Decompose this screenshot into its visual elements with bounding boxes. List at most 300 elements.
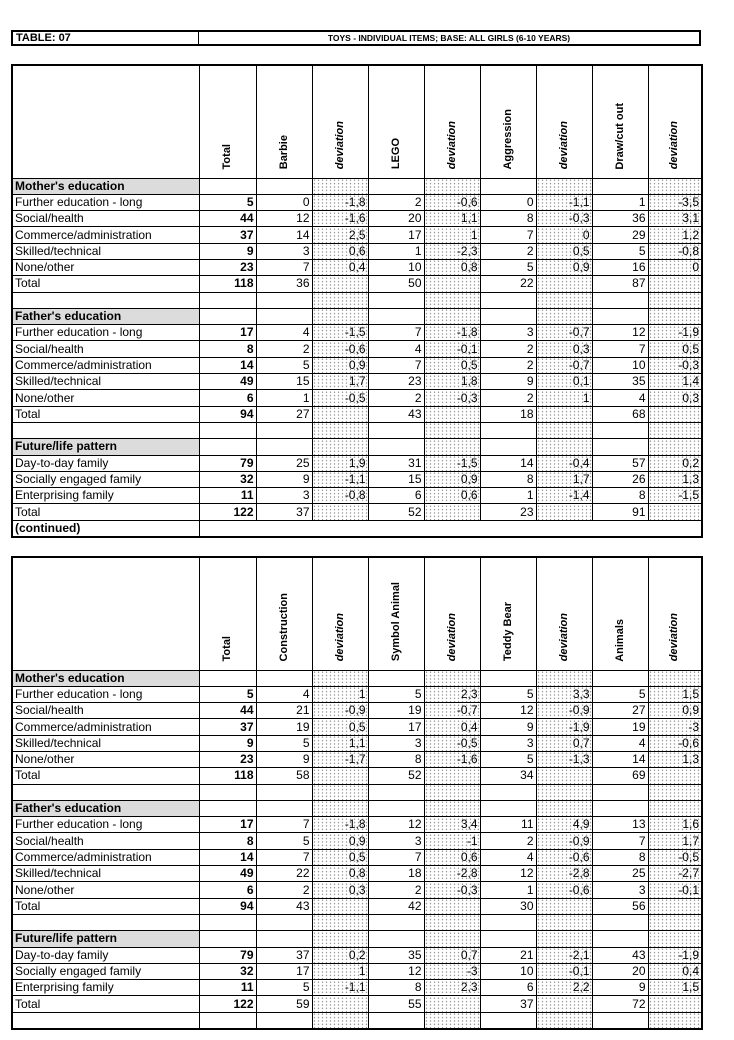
count-cell: 57 bbox=[592, 455, 648, 471]
column-header bbox=[312, 65, 368, 178]
total-cell: 94 bbox=[199, 898, 256, 914]
count-cell: 2 bbox=[480, 357, 536, 373]
table-row bbox=[12, 833, 702, 849]
deviation-cell: 3,3 bbox=[536, 686, 592, 702]
deviation-cell: -0,8 bbox=[648, 243, 702, 259]
count-cell: 52 bbox=[368, 504, 424, 520]
empty-cell bbox=[368, 178, 424, 194]
deviation-cell: -0,8 bbox=[312, 488, 368, 504]
total-cell: 37 bbox=[199, 719, 256, 735]
section-title: Father's education bbox=[12, 308, 199, 324]
deviation-cell: -0,1 bbox=[536, 963, 592, 979]
count-cell: 8 bbox=[480, 211, 536, 227]
column-header-label: Teddy Bear bbox=[501, 602, 514, 662]
total-cell: 122 bbox=[199, 504, 256, 520]
continued-row bbox=[12, 520, 702, 537]
table-row bbox=[12, 374, 702, 390]
deviation-cell: -0,3 bbox=[536, 211, 592, 227]
count-cell: 3 bbox=[368, 833, 424, 849]
total-cell: 8 bbox=[199, 341, 256, 357]
count-cell: 7 bbox=[368, 849, 424, 865]
data-table-1 bbox=[11, 64, 703, 538]
total-cell: 11 bbox=[199, 488, 256, 504]
count-cell: 7 bbox=[592, 833, 648, 849]
column-header-label: deviation bbox=[668, 121, 681, 170]
count-cell: 25 bbox=[592, 866, 648, 882]
empty-cell bbox=[536, 784, 592, 800]
row-label: Day-to-day family bbox=[12, 947, 199, 963]
row-label: None/other bbox=[12, 751, 199, 767]
empty-cell bbox=[368, 292, 424, 308]
count-cell: 58 bbox=[256, 768, 312, 784]
column-header-label: Construction bbox=[277, 593, 290, 662]
empty-cell bbox=[256, 931, 312, 947]
count-cell: 12 bbox=[368, 817, 424, 833]
continued-label: (continued) bbox=[12, 520, 199, 537]
deviation-cell: 1,2 bbox=[648, 227, 702, 243]
count-cell: 3 bbox=[368, 735, 424, 751]
count-cell: 37 bbox=[256, 947, 312, 963]
empty-cell bbox=[424, 178, 480, 194]
empty-cell bbox=[592, 670, 648, 686]
deviation-cell: -1,5 bbox=[424, 455, 480, 471]
row-label: Further education - long bbox=[12, 817, 199, 833]
column-header-row bbox=[12, 557, 702, 670]
deviation-cell bbox=[424, 276, 480, 292]
empty-cell bbox=[312, 178, 368, 194]
deviation-cell: 0,6 bbox=[424, 488, 480, 504]
deviation-cell: -1,5 bbox=[648, 488, 702, 504]
count-cell: 9 bbox=[480, 719, 536, 735]
count-cell: 2 bbox=[256, 882, 312, 898]
row-label: Total bbox=[12, 898, 199, 914]
column-header bbox=[480, 65, 536, 178]
row-label: Social/health bbox=[12, 341, 199, 357]
count-cell: 37 bbox=[480, 996, 536, 1012]
spacer-row bbox=[12, 914, 702, 930]
empty-cell bbox=[424, 1012, 480, 1028]
empty-cell bbox=[536, 914, 592, 930]
empty-cell bbox=[592, 308, 648, 324]
total-cell: 122 bbox=[199, 996, 256, 1012]
row-label: Skilled/technical bbox=[12, 866, 199, 882]
empty-cell bbox=[536, 800, 592, 816]
deviation-cell: 0,8 bbox=[424, 259, 480, 275]
column-header bbox=[648, 557, 702, 670]
column-header-label: Aggression bbox=[501, 108, 514, 170]
count-cell: 52 bbox=[368, 768, 424, 784]
deviation-cell: 2,3 bbox=[424, 980, 480, 996]
row-label: Day-to-day family bbox=[12, 455, 199, 471]
empty-cell bbox=[256, 1012, 312, 1028]
column-header bbox=[256, 557, 312, 670]
deviation-cell: 0,4 bbox=[312, 259, 368, 275]
count-cell: 1 bbox=[480, 882, 536, 898]
count-cell: 3 bbox=[480, 325, 536, 341]
empty-cell bbox=[368, 800, 424, 816]
deviation-cell: 0,3 bbox=[536, 341, 592, 357]
table-row bbox=[12, 898, 702, 914]
deviation-cell bbox=[424, 996, 480, 1012]
empty-cell bbox=[312, 931, 368, 947]
row-label: Enterprising family bbox=[12, 488, 199, 504]
deviation-cell bbox=[312, 768, 368, 784]
empty-cell bbox=[199, 670, 256, 686]
deviation-cell: 4,9 bbox=[536, 817, 592, 833]
count-cell: 36 bbox=[592, 211, 648, 227]
table-row bbox=[12, 211, 702, 227]
column-header-label: deviation bbox=[557, 613, 570, 662]
empty-cell bbox=[592, 439, 648, 455]
total-cell: 79 bbox=[199, 455, 256, 471]
column-header bbox=[592, 557, 648, 670]
deviation-cell bbox=[536, 406, 592, 422]
empty-cell bbox=[536, 422, 592, 438]
count-cell: 7 bbox=[256, 259, 312, 275]
table-row bbox=[12, 849, 702, 865]
section-title: Mother's education bbox=[12, 670, 199, 686]
empty-cell bbox=[592, 800, 648, 816]
column-header-label: deviation bbox=[333, 613, 346, 662]
total-cell: 6 bbox=[199, 390, 256, 406]
deviation-cell bbox=[312, 504, 368, 520]
count-cell: 19 bbox=[256, 719, 312, 735]
deviation-cell: 0 bbox=[536, 227, 592, 243]
total-cell: 17 bbox=[199, 325, 256, 341]
table-row bbox=[12, 963, 702, 979]
deviation-cell: 0,5 bbox=[312, 849, 368, 865]
empty-cell bbox=[368, 308, 424, 324]
table-row bbox=[12, 471, 702, 487]
deviation-cell: -1,1 bbox=[312, 980, 368, 996]
deviation-cell bbox=[424, 406, 480, 422]
count-cell: 18 bbox=[480, 406, 536, 422]
deviation-cell: -0,1 bbox=[424, 341, 480, 357]
count-cell: 22 bbox=[480, 276, 536, 292]
deviation-cell: 1,7 bbox=[312, 374, 368, 390]
table-id: TABLE: 07 bbox=[13, 32, 199, 44]
empty-cell bbox=[199, 292, 256, 308]
row-label: Socially engaged family bbox=[12, 471, 199, 487]
empty-cell bbox=[592, 784, 648, 800]
table-row bbox=[12, 504, 702, 520]
empty-cell bbox=[648, 422, 702, 438]
table-row bbox=[12, 719, 702, 735]
section-title: Future/life pattern bbox=[12, 439, 199, 455]
total-cell: 6 bbox=[199, 882, 256, 898]
deviation-cell: -0,5 bbox=[424, 735, 480, 751]
deviation-cell: 0,7 bbox=[424, 947, 480, 963]
count-cell: 29 bbox=[592, 227, 648, 243]
count-cell: 8 bbox=[368, 980, 424, 996]
empty-cell bbox=[368, 931, 424, 947]
empty-cell bbox=[368, 670, 424, 686]
deviation-cell: -0,6 bbox=[312, 341, 368, 357]
table-row bbox=[12, 735, 702, 751]
deviation-cell: -0,6 bbox=[648, 735, 702, 751]
count-cell: 0 bbox=[480, 194, 536, 210]
count-cell: 31 bbox=[368, 455, 424, 471]
deviation-cell: -3,5 bbox=[648, 194, 702, 210]
empty-cell bbox=[256, 914, 312, 930]
count-cell: 87 bbox=[592, 276, 648, 292]
count-cell: 1 bbox=[592, 194, 648, 210]
total-cell: 94 bbox=[199, 406, 256, 422]
table-row bbox=[12, 357, 702, 373]
count-cell: 69 bbox=[592, 768, 648, 784]
empty-cell bbox=[312, 308, 368, 324]
count-cell: 4 bbox=[592, 735, 648, 751]
deviation-cell: 1,8 bbox=[424, 374, 480, 390]
empty-cell bbox=[256, 292, 312, 308]
total-cell: 32 bbox=[199, 963, 256, 979]
count-cell: 9 bbox=[256, 471, 312, 487]
table-title: TOYS - INDIVIDUAL ITEMS; BASE: ALL GIRLS (6-10 YEARS) bbox=[327, 33, 571, 43]
deviation-cell bbox=[536, 504, 592, 520]
deviation-cell: 0,9 bbox=[312, 357, 368, 373]
total-cell: 118 bbox=[199, 276, 256, 292]
empty-cell bbox=[12, 422, 199, 438]
row-label: None/other bbox=[12, 390, 199, 406]
section-header-row bbox=[12, 308, 702, 324]
deviation-cell: 1,5 bbox=[648, 686, 702, 702]
count-cell: 21 bbox=[480, 947, 536, 963]
empty-cell bbox=[592, 914, 648, 930]
deviation-cell: -3 bbox=[648, 719, 702, 735]
section-title: Father's education bbox=[12, 800, 199, 816]
deviation-cell: 0,4 bbox=[648, 963, 702, 979]
column-header bbox=[199, 65, 256, 178]
empty-cell bbox=[536, 670, 592, 686]
column-header bbox=[536, 65, 592, 178]
empty-cell bbox=[480, 914, 536, 930]
empty-cell bbox=[368, 422, 424, 438]
deviation-cell bbox=[536, 898, 592, 914]
total-cell: 5 bbox=[199, 686, 256, 702]
deviation-cell: 1,1 bbox=[312, 735, 368, 751]
count-cell: 2 bbox=[368, 882, 424, 898]
count-cell: 12 bbox=[480, 703, 536, 719]
table-row bbox=[12, 768, 702, 784]
count-cell: 3 bbox=[256, 243, 312, 259]
empty-cell bbox=[648, 308, 702, 324]
empty-cell bbox=[648, 178, 702, 194]
total-cell: 49 bbox=[199, 866, 256, 882]
column-header-label: deviation bbox=[445, 121, 458, 170]
count-cell: 14 bbox=[592, 751, 648, 767]
deviation-cell: 3,4 bbox=[424, 817, 480, 833]
table-row bbox=[12, 227, 702, 243]
deviation-cell: 0,6 bbox=[312, 243, 368, 259]
table-header bbox=[11, 30, 701, 46]
empty-cell bbox=[424, 422, 480, 438]
deviation-cell bbox=[312, 996, 368, 1012]
deviation-cell: -0,6 bbox=[536, 849, 592, 865]
empty-cell bbox=[592, 1012, 648, 1028]
table-row bbox=[12, 488, 702, 504]
column-header-label: Animals bbox=[613, 618, 626, 662]
data-table-2 bbox=[11, 556, 703, 1030]
count-cell: 8 bbox=[480, 471, 536, 487]
column-header-label: Draw/cut out bbox=[613, 102, 626, 170]
column-header bbox=[368, 65, 424, 178]
empty-cell bbox=[480, 308, 536, 324]
table-row bbox=[12, 882, 702, 898]
count-cell: 23 bbox=[480, 504, 536, 520]
count-cell: 12 bbox=[368, 963, 424, 979]
count-cell: 15 bbox=[368, 471, 424, 487]
count-cell: 9 bbox=[480, 374, 536, 390]
count-cell: 13 bbox=[592, 817, 648, 833]
deviation-cell: -1,1 bbox=[536, 194, 592, 210]
row-label: Skilled/technical bbox=[12, 735, 199, 751]
table-row bbox=[12, 980, 702, 996]
count-cell: 20 bbox=[368, 211, 424, 227]
column-header-label: Total bbox=[221, 636, 233, 662]
count-cell: 21 bbox=[256, 703, 312, 719]
empty-cell bbox=[368, 439, 424, 455]
count-cell: 8 bbox=[368, 751, 424, 767]
deviation-cell: -0,3 bbox=[648, 357, 702, 373]
deviation-cell: 0,5 bbox=[648, 341, 702, 357]
deviation-cell: -2,8 bbox=[536, 866, 592, 882]
column-header-label: Barbie bbox=[277, 135, 290, 170]
count-cell: 1 bbox=[256, 390, 312, 406]
empty-cell bbox=[648, 914, 702, 930]
deviation-cell bbox=[312, 276, 368, 292]
deviation-cell: 0 bbox=[648, 259, 702, 275]
empty-cell bbox=[424, 292, 480, 308]
count-cell: 17 bbox=[368, 719, 424, 735]
column-header-label: LEGO bbox=[389, 138, 402, 170]
deviation-cell: -0,7 bbox=[536, 357, 592, 373]
empty-cell bbox=[256, 422, 312, 438]
table-row bbox=[12, 703, 702, 719]
spacer-row bbox=[12, 422, 702, 438]
empty-cell bbox=[256, 670, 312, 686]
section-header-row bbox=[12, 670, 702, 686]
deviation-cell: -2,3 bbox=[424, 243, 480, 259]
deviation-cell: -0,5 bbox=[648, 849, 702, 865]
count-cell: 0 bbox=[256, 194, 312, 210]
deviation-cell: -0,7 bbox=[424, 703, 480, 719]
total-cell: 14 bbox=[199, 849, 256, 865]
deviation-cell: 1 bbox=[536, 390, 592, 406]
deviation-cell: 0,9 bbox=[312, 833, 368, 849]
deviation-cell: 2,2 bbox=[536, 980, 592, 996]
deviation-cell: -0,6 bbox=[536, 882, 592, 898]
deviation-cell: 0,3 bbox=[648, 390, 702, 406]
count-cell: 37 bbox=[256, 504, 312, 520]
empty-cell bbox=[312, 292, 368, 308]
total-cell: 79 bbox=[199, 947, 256, 963]
total-cell: 23 bbox=[199, 751, 256, 767]
count-cell: 5 bbox=[256, 980, 312, 996]
empty-cell bbox=[312, 439, 368, 455]
empty-cell bbox=[480, 292, 536, 308]
row-label: Skilled/technical bbox=[12, 243, 199, 259]
table-row bbox=[12, 276, 702, 292]
empty-cell bbox=[199, 800, 256, 816]
total-cell: 14 bbox=[199, 357, 256, 373]
deviation-cell: -1,3 bbox=[536, 751, 592, 767]
empty-cell bbox=[648, 931, 702, 947]
section-header-row bbox=[12, 439, 702, 455]
empty-cell bbox=[199, 931, 256, 947]
spacer-row bbox=[12, 292, 702, 308]
deviation-cell: -0,7 bbox=[536, 325, 592, 341]
count-cell: 4 bbox=[480, 849, 536, 865]
row-label: Social/health bbox=[12, 211, 199, 227]
empty-cell bbox=[424, 439, 480, 455]
empty-cell bbox=[199, 422, 256, 438]
empty-cell bbox=[480, 784, 536, 800]
column-header-label: deviation bbox=[668, 613, 681, 662]
total-cell: 44 bbox=[199, 703, 256, 719]
column-header bbox=[256, 65, 312, 178]
empty-cell bbox=[480, 800, 536, 816]
count-cell: 72 bbox=[592, 996, 648, 1012]
count-cell: 7 bbox=[256, 817, 312, 833]
column-header-label: deviation bbox=[445, 613, 458, 662]
table-row bbox=[12, 325, 702, 341]
empty-cell bbox=[256, 178, 312, 194]
empty-cell bbox=[368, 914, 424, 930]
deviation-cell: 1,3 bbox=[648, 751, 702, 767]
count-cell: 4 bbox=[368, 341, 424, 357]
deviation-cell: -0,3 bbox=[424, 882, 480, 898]
deviation-cell: 1,5 bbox=[648, 980, 702, 996]
deviation-cell: 1,6 bbox=[648, 817, 702, 833]
count-cell: 2 bbox=[480, 390, 536, 406]
deviation-cell bbox=[536, 276, 592, 292]
deviation-cell: 2,5 bbox=[312, 227, 368, 243]
empty-cell bbox=[536, 292, 592, 308]
deviation-cell: -2,7 bbox=[648, 866, 702, 882]
total-cell: 32 bbox=[199, 471, 256, 487]
deviation-cell: 0,3 bbox=[312, 882, 368, 898]
deviation-cell: -0,5 bbox=[312, 390, 368, 406]
count-cell: 43 bbox=[368, 406, 424, 422]
empty-cell bbox=[312, 784, 368, 800]
count-cell: 2 bbox=[368, 194, 424, 210]
row-label: Commerce/administration bbox=[12, 357, 199, 373]
column-header bbox=[536, 557, 592, 670]
count-cell: 18 bbox=[368, 866, 424, 882]
spacer-row bbox=[12, 784, 702, 800]
deviation-cell: -1,5 bbox=[312, 325, 368, 341]
empty-cell bbox=[648, 292, 702, 308]
deviation-cell: -0,1 bbox=[648, 882, 702, 898]
empty-cell bbox=[536, 931, 592, 947]
empty-cell bbox=[199, 1012, 256, 1028]
count-cell: 35 bbox=[592, 374, 648, 390]
count-cell: 23 bbox=[368, 374, 424, 390]
empty-cell bbox=[256, 784, 312, 800]
count-cell: 27 bbox=[256, 406, 312, 422]
deviation-cell bbox=[312, 406, 368, 422]
empty-cell bbox=[480, 439, 536, 455]
deviation-cell: 2,3 bbox=[424, 686, 480, 702]
table-row bbox=[12, 866, 702, 882]
deviation-cell: 0,2 bbox=[648, 455, 702, 471]
empty-cell bbox=[480, 1012, 536, 1028]
count-cell: 25 bbox=[256, 455, 312, 471]
count-cell: 6 bbox=[368, 488, 424, 504]
spacer-row bbox=[12, 1012, 702, 1028]
count-cell: 4 bbox=[256, 686, 312, 702]
count-cell: 17 bbox=[368, 227, 424, 243]
